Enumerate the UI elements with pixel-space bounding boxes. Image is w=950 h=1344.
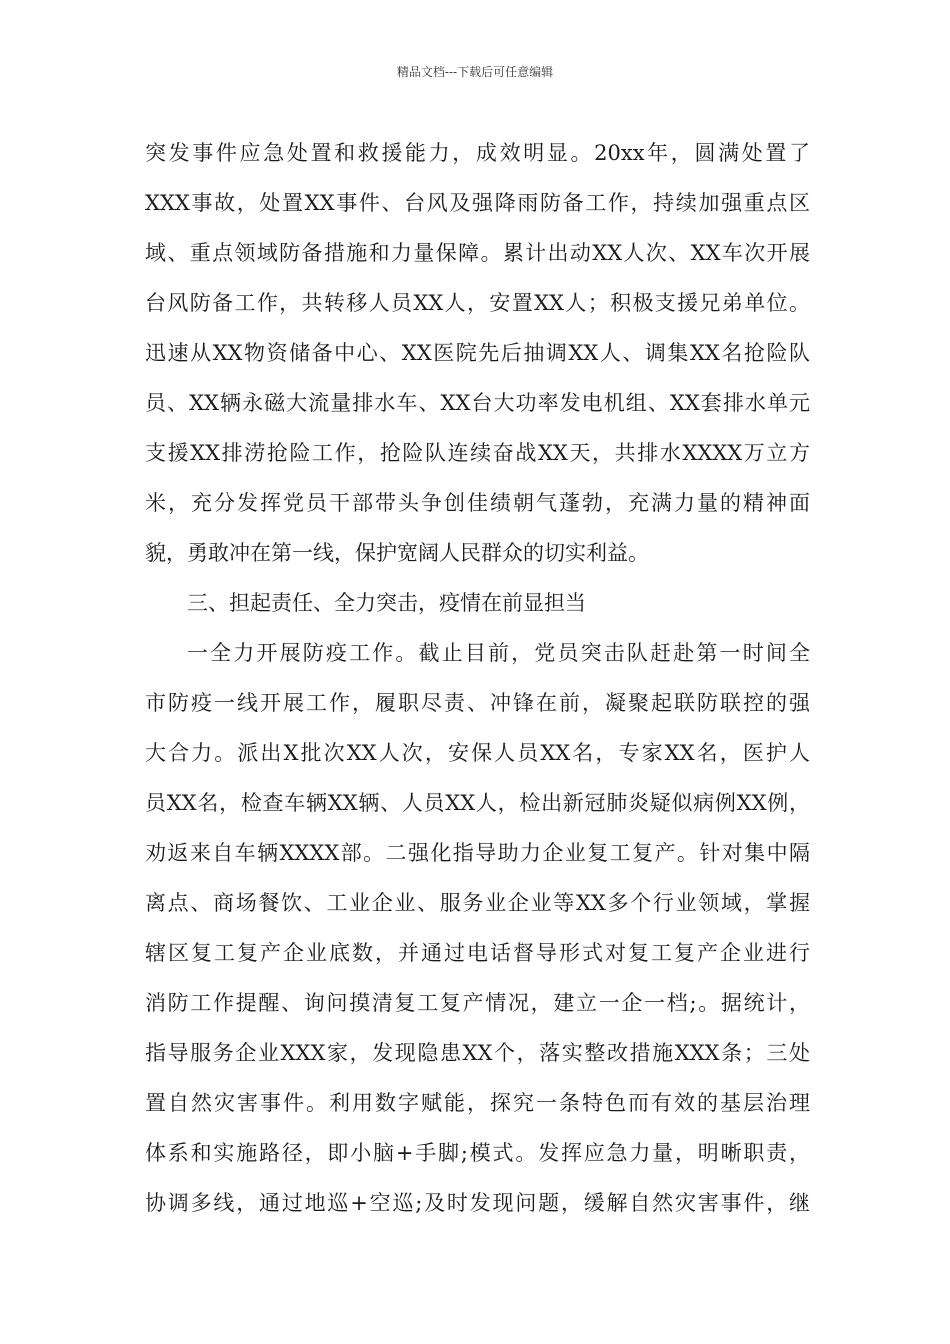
text-line: 置自然灾害事件。利用数字赋能，探究一条特色而有效的基层治理 (145, 1091, 810, 1115)
text-line: 突发事件应急处置和救援能力，成效明显。20xx年，圆满处置了 (145, 141, 810, 165)
text-line: 离点、商场餐饮、工业企业、服务业企业等XX多个行业领域，掌握 (145, 891, 810, 915)
text-line: 台风防备工作，共转移人员XX人，安置XX人；积极支援兄弟单位。 (145, 291, 810, 315)
text-line: 大合力。派出X批次XX人次，安保人员XX名，专家XX名，医护人 (145, 741, 810, 765)
document-body (145, 128, 810, 1228)
text-line: 指导服务企业XXX家，发现隐患XX个，落实整改措施XXX条；三处 (145, 1041, 810, 1065)
paragraph-end-line: 貌，勇敢冲在第一线，保护宽阔人民群众的切实利益。 (145, 541, 649, 565)
text-line: XXX事故，处置XX事件、台风及强降雨防备工作，持续加强重点区 (145, 191, 810, 215)
section-heading: 三、担起责任、全力突击，疫情在前显担当 (187, 591, 586, 615)
paragraph-first-line: 一全力开展防疫工作。截止目前，党员突击队赶赴第一时间全 (187, 641, 810, 665)
text-line: 米，充分发挥党员干部带头争创佳绩朝气蓬勃，充满力量的精神面 (145, 491, 810, 515)
text-line: 市防疫一线开展工作，履职尽责、冲锋在前，凝聚起联防联控的强 (145, 691, 810, 715)
text-line: 迅速从XX物资储备中心、XX医院先后抽调XX人、调集XX名抢险队 (145, 341, 810, 365)
text-line: 体系和实施路径，即小脑+手脚;模式。发挥应急力量，明晰职责， (145, 1141, 810, 1165)
text-line: 消防工作提醒、询问摸清复工复产情况，建立一企一档;。据统计， (145, 991, 810, 1015)
text-line: 域、重点领域防备措施和力量保障。累计出动XX人次、XX车次开展 (145, 241, 810, 265)
text-line: 员、XX辆永磁大流量排水车、XX台大功率发电机组、XX套排水单元 (145, 391, 810, 415)
text-line: 辖区复工复产企业底数，并通过电话督导形式对复工复产企业进行 (145, 941, 810, 965)
text-line: 协调多线，通过地巡+空巡;及时发现问题，缓解自然灾害事件，继 (145, 1191, 810, 1215)
text-line: 劝返来自车辆XXXX部。二强化指导助力企业复工复产。针对集中隔 (145, 841, 810, 865)
text-line: 员XX名，检查车辆XX辆、人员XX人，检出新冠肺炎疑似病例XX例， (145, 791, 810, 815)
text-line: 支援XX排涝抢险工作，抢险队连续奋战XX天，共排水XXXX万立方 (145, 441, 810, 465)
page-header: 精品文档---下载后可任意编辑 (396, 65, 554, 79)
